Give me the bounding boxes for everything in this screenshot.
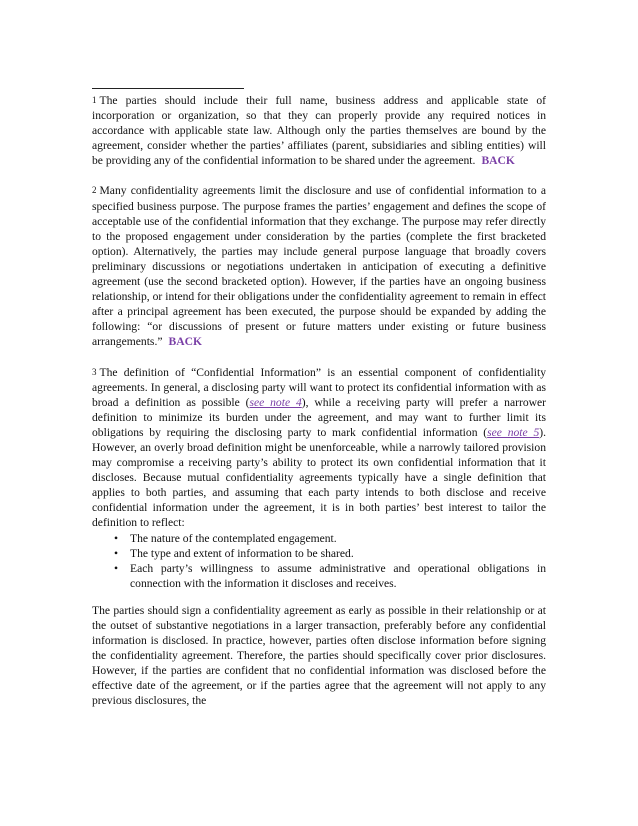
footnote-text: ). However, an overly broad definition might be unenforceable, while a narrowly tailored provision may compromise a receiving party’s ability to protect its own confidential information that it discloses. Because mutual confidentiality agreements typically have a single definition that applies to both parties, and assuming that each party intends to both disclose and receive confidential information under the agreement, it is in both parties’ best interest to tailor the definition to reflect: bbox=[92, 425, 547, 530]
list-item: • Each party’s willingness to assume administrative and operational obligations in connection with the information it discloses and receives. bbox=[92, 561, 546, 591]
footnote-text: The definition of “Confidential Information” is an essential component of confidentiality agreements. In general, a disclosing party will want to protect its confidential information with as broad a definition as possible ( bbox=[92, 365, 546, 409]
footnote-separator bbox=[92, 88, 244, 89]
footnote-1 bbox=[92, 93, 546, 168]
see-note-4-link[interactable]: see note 4 bbox=[249, 395, 302, 409]
footnote-number: 3 bbox=[92, 366, 97, 377]
back-link[interactable]: BACK bbox=[481, 154, 515, 168]
bullet-list bbox=[92, 531, 546, 591]
back-link[interactable]: BACK bbox=[168, 335, 202, 349]
footnote-text: The parties should include their full name, business address and applicable state of incorporation or organization, so that they can properly provide any required notices in accordance with applicable state law. Although only the parties themselves are bound by the agreement, consider whether the parties’ affiliates (parent, subsidiaries and sibling entities) will be providing any of the confidential information to be shared under the agreement. bbox=[92, 94, 546, 168]
document-page bbox=[92, 88, 546, 709]
list-item: • The type and extent of information to be shared. bbox=[92, 546, 546, 561]
footnote-text: Many confidentiality agreements limit the disclosure and use of confidential information to a specified business purpose. The purpose frames the parties’ engagement and defines the scope of acceptable use of the confidential information that they exchange. The purpose may refer directly to the proposed engagement under consideration by the parties (complete the first bracketed option). Alternatively, the parties may include general purpose language that broadly covers preliminary discussions or negotiations undertaken in anticipation of executing a definitive agreement (use the second bracketed option). However, if the parties have an ongoing business relationship, or intend for their obligations under the confidentiality agreement to remain in effect after a principal agreement has been executed, the purpose should be expanded by adding the following: “or discussions of present or future matters under existing or future business arrangements.” bbox=[92, 184, 546, 349]
closing-paragraph: The parties should sign a confidentiality agreement as early as possible in their relationship or at the outset of substantive negotiations in a larger transaction, preferably before any confidential information is disclosed. In practice, however, parties often disclose information before signing the confidentiality agreement. Therefore, the parties should specifically cover prior disclosures. However, if the parties are confident that no confidential information was disclosed before the effective date of the agreement, or if the parties agree that the agreement will not apply to any previous disclosures, the bbox=[92, 603, 546, 708]
list-item: • The nature of the contemplated engagement. bbox=[92, 531, 546, 546]
footnote-2 bbox=[92, 183, 546, 349]
footnote-number: 2 bbox=[92, 185, 97, 196]
see-note-5-link[interactable]: see note 5 bbox=[487, 425, 540, 439]
footnote-3 bbox=[92, 365, 546, 709]
footnote-number: 1 bbox=[92, 95, 97, 105]
footnote-text: ), while a receiving party will prefer a narrower definition to minimize its burden under the agreement, and may want to further limit its obligations by requiring the disclosing party to mark confidential information ( bbox=[92, 395, 546, 439]
